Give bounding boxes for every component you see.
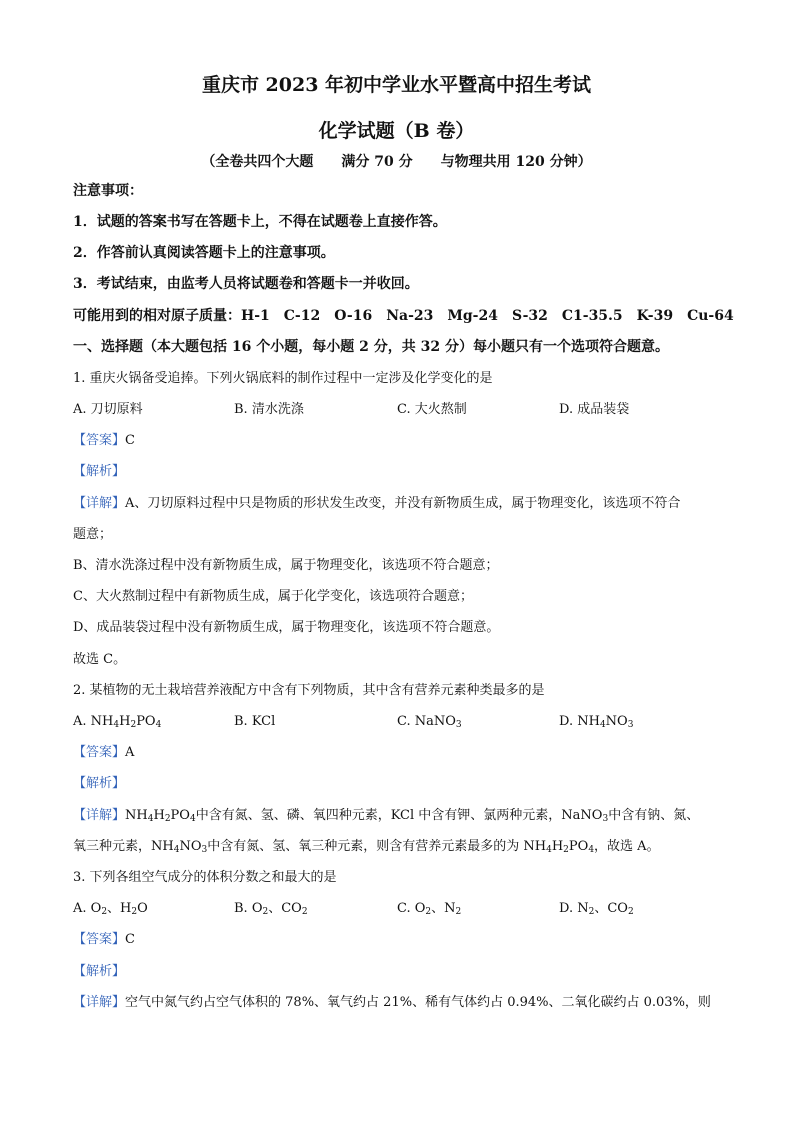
answer-label: 【答案】 bbox=[73, 433, 126, 448]
q1-answer-value: C bbox=[125, 433, 135, 448]
q3-detail-text: 空气中氮气约占空气体积的 78%、氧气约占 21%、稀有气体约占 0.94%、二氧化碳约占 0.03%，则 bbox=[125, 995, 711, 1010]
section-1-heading: 一、选择题（本大题包括 16 个小题，每小题 2 分，共 32 分）每小题只有一个选项符合题意。 bbox=[73, 339, 669, 355]
q2-detail-line-2: 氧三种元素，$NH_4NO_3$中含有氮、氢、氧三种元素，则含有营养元素最多的为 $NH_4H_2PO_4$，故选 A。 bbox=[73, 839, 660, 855]
q3-detail-line-1 bbox=[73, 995, 711, 1011]
q1-conclusion: 故选 C。 bbox=[73, 652, 127, 667]
q2-detail-line-1: 【详解】$NH_4H_2PO_4$中含有氮、氢、磷、氧四种元素，KCl 中含有钾、氯两种元素，NaNO$_3$中含有钠、氮、 bbox=[73, 808, 700, 824]
q1-option-a: A. 刀切原料 bbox=[73, 402, 143, 417]
q2-analysis-label: 【解析】 bbox=[73, 776, 126, 791]
q2-option-c: C. NaNO$_3$ bbox=[397, 714, 462, 730]
q3-analysis-label: 【解析】 bbox=[73, 964, 126, 979]
notice-item-3: 3．考试结束，由监考人员将试题卷和答题卡一并收回。 bbox=[73, 276, 419, 292]
q1-answer bbox=[73, 433, 135, 449]
q1-option-c: C. 大火熬制 bbox=[397, 402, 467, 417]
q3-answer bbox=[73, 932, 135, 948]
exam-info: （全卷共四个大题 满分 70 分 与物理共用 120 分钟） bbox=[201, 154, 592, 170]
q2-stem: 2. 某植物的无土栽培营养液配方中含有下列物质，其中含有营养元素种类最多的是 bbox=[73, 683, 545, 698]
q1-detail-line-1 bbox=[73, 496, 680, 512]
q1-detail-line-3: B、清水洗涤过程中没有新物质生成，属于物理变化，该选项不符合题意； bbox=[73, 558, 499, 573]
notice-item-2: 2．作答前认真阅读答题卡上的注意事项。 bbox=[73, 245, 335, 261]
detail-label: 【详解】 bbox=[73, 808, 126, 823]
q2-answer bbox=[73, 745, 134, 761]
q1-detail-text-1: A、刀切原料过程中只是物质的形状发生改变，并没有新物质生成，属于物理变化，该选项不符合 bbox=[125, 496, 681, 511]
q2-option-b: B. KCl bbox=[234, 714, 276, 729]
q2-option-a: A. $NH_4H_2PO_4$ bbox=[73, 714, 162, 730]
detail-label: 【详解】 bbox=[73, 496, 126, 511]
q1-detail-line-5: D、成品装袋过程中没有新物质生成，属于物理变化，该选项不符合题意。 bbox=[73, 620, 500, 635]
exam-subtitle: 化学试题（B 卷） bbox=[318, 120, 475, 142]
q3-option-a: A. $O_2$、$H_2O$ bbox=[73, 901, 148, 917]
q1-stem: 1. 重庆火锅备受追捧。下列火锅底料的制作过程中一定涉及化学变化的是 bbox=[73, 371, 493, 386]
q1-detail-line-2: 题意； bbox=[73, 527, 113, 542]
q3-option-c: C. $O_2$、$N_2$ bbox=[397, 901, 462, 917]
q1-option-b: B. 清水洗涤 bbox=[234, 402, 304, 417]
answer-label: 【答案】 bbox=[73, 932, 126, 947]
q3-option-b: B. $O_2$、$CO_2$ bbox=[234, 901, 308, 917]
q3-answer-value: C bbox=[125, 932, 135, 947]
q1-analysis-label: 【解析】 bbox=[73, 464, 126, 479]
notice-item-1: 1．试题的答案书写在答题卡上，不得在试题卷上直接作答。 bbox=[73, 214, 447, 230]
q1-detail-line-4: C、大火熬制过程中有新物质生成，属于化学变化，该选项符合题意； bbox=[73, 589, 473, 604]
detail-label: 【详解】 bbox=[73, 995, 126, 1010]
atomic-mass-line: 可能用到的相对原子质量：H-1 C-12 O-16 Na-23 Mg-24 S-32 C1-35.5 K-39 Cu-64 bbox=[73, 308, 734, 324]
notice-heading: 注意事项： bbox=[73, 183, 143, 199]
q3-option-d: D. $N_2$、$CO_2$ bbox=[559, 901, 634, 917]
exam-title: 重庆市 2023 年初中学业水平暨高中招生考试 bbox=[201, 74, 592, 96]
q2-answer-value: A bbox=[125, 745, 135, 760]
q1-option-d: D. 成品装袋 bbox=[559, 402, 630, 417]
q2-option-d: D. $NH_4NO_3$ bbox=[559, 714, 634, 730]
answer-label: 【答案】 bbox=[73, 745, 126, 760]
q3-stem: 3. 下列各组空气成分的体积分数之和最大的是 bbox=[73, 870, 337, 885]
